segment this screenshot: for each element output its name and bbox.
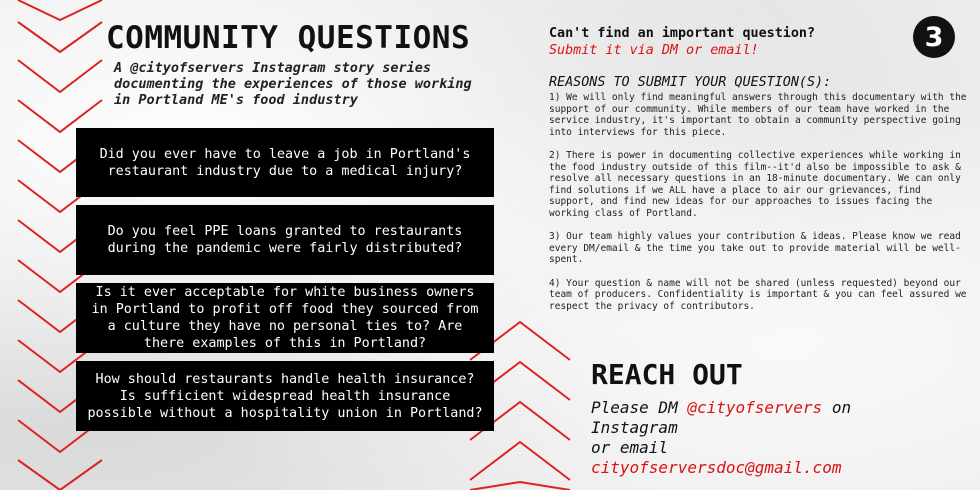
reach-line1-prefix: Please DM: [591, 398, 688, 417]
page-title: COMMUNITY QUESTIONS: [106, 20, 471, 56]
reach-out-title: REACH OUT: [591, 358, 743, 391]
question-text: How should restaurants handle health insurance? Is sufficient widespread health insurance possible without a hospitality union in Portland?: [87, 371, 483, 421]
reason-item: 2) There is power in documenting collective experiences while working in the food industry outside of this film--it'd also be impossible to ask & resolve all necessary questions in an 18-minute documentary. We can only find solutions if we ALL have a place to air our grievances, find support, and find new ideas for our approaches to issues facing the working class of Portland.: [549, 149, 961, 219]
instagram-handle-link[interactable]: @cityofservers: [687, 398, 823, 417]
question-card: [76, 361, 494, 431]
submit-subheading: Submit it via DM or email!: [549, 43, 759, 58]
question-text: Did you ever have to leave a job in Portland's restaurant industry due to a medical injury?: [99, 146, 471, 179]
page-number-badge: 3: [913, 16, 955, 58]
reason-item: 1) We will only find meaningful answers through this documentary with the support of our community. While members of our team have worked in the service industry, it's important to obtain a community perspective going into interviews for this piece.: [549, 92, 967, 138]
page-subtitle: A @cityofservers Instagram story series documenting the experiences of those working in Portland ME's food industry: [114, 60, 472, 108]
question-card: [76, 283, 494, 353]
question-card: [76, 205, 494, 275]
question-text: Do you feel PPE loans granted to restaurants during the pandemic were fairly distributed?: [107, 224, 463, 256]
reach-out-text: [591, 398, 971, 478]
submit-heading: Can't find an important question?: [549, 26, 816, 41]
reasons-title: REASONS TO SUBMIT YOUR QUESTION(S):: [549, 75, 832, 90]
reach-line2: Instagram: [591, 418, 678, 437]
reason-item: 4) Your question & name will not be shared (unless requested) beyond our team of producers. Confidentiality is important & you can feel assured we respect the privacy of contributors.: [549, 277, 967, 312]
reasons-list: [549, 92, 969, 324]
question-text: Is it ever acceptable for white business owners in Portland to profit off food they sourced from a culture they have no personal ties to? Are there examples of this in Portland?: [91, 285, 479, 351]
reason-item: 3) Our team highly values your contribution & ideas. Please know we read every DM/email & the time you take out to provide material will be well-spent.: [549, 231, 961, 266]
reach-line1-suffix: on: [822, 398, 852, 417]
question-card: [76, 128, 494, 197]
reach-line3: or email: [591, 438, 669, 457]
email-link[interactable]: cityofserversdoc@gmail.com: [591, 458, 842, 477]
